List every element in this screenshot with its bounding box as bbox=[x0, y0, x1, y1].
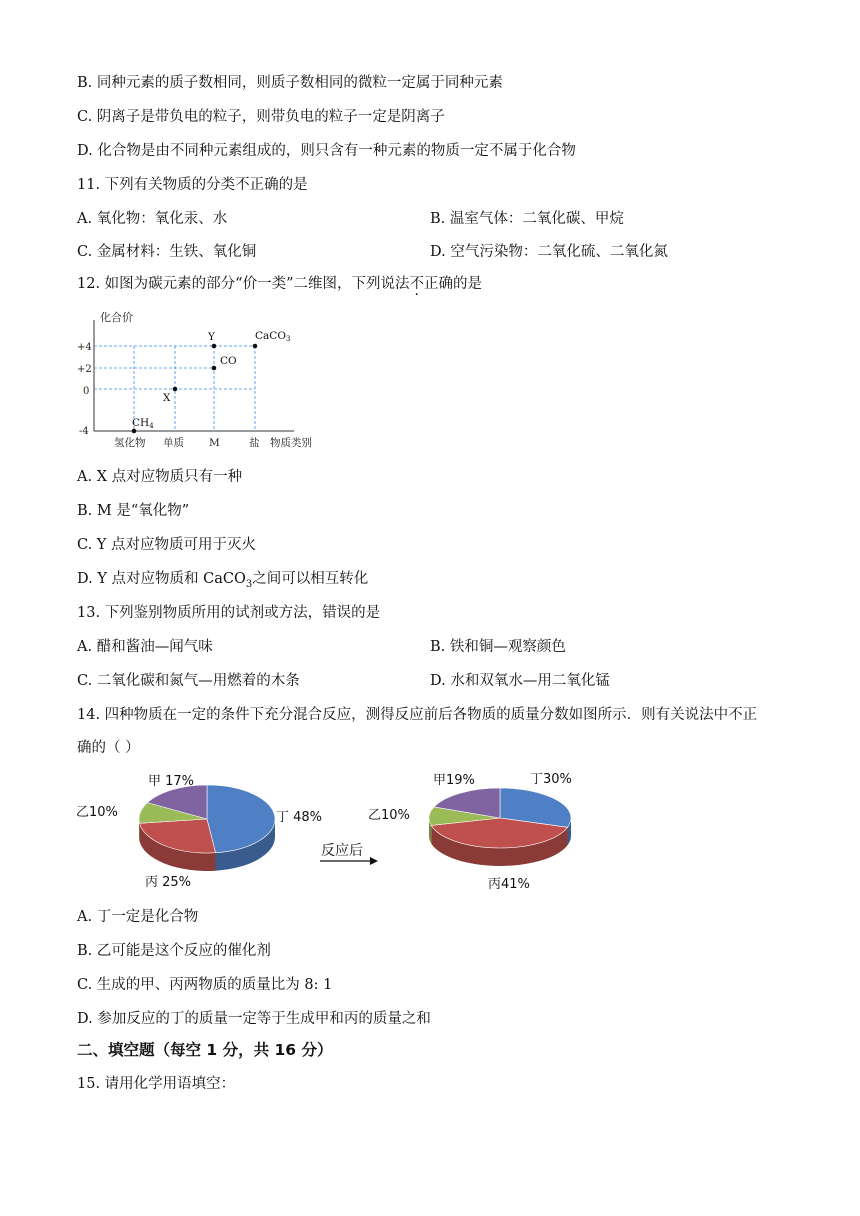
q12-option-c: C. Y 点对应物质可用于灭火 bbox=[77, 537, 256, 553]
point-label-co: CO bbox=[220, 355, 237, 367]
pie-charts-figure bbox=[70, 762, 610, 900]
y-axis-label: 化合价 bbox=[100, 311, 133, 324]
pie-chart-before bbox=[139, 785, 275, 871]
pie2-label-jia: 甲19% bbox=[433, 773, 475, 788]
pie1-label-yi: 乙10% bbox=[76, 805, 118, 820]
pie2-label-ding: 丁30% bbox=[530, 772, 572, 787]
q12-option-b: B. M 是“氧化物” bbox=[77, 503, 190, 519]
point-label-ch: CH4 bbox=[132, 417, 154, 430]
q14-stem-line2: 确的（ ） bbox=[77, 740, 140, 756]
arrow-head-icon bbox=[370, 857, 378, 865]
q14-option-d: D. 参加反应的丁的质量一定等于生成甲和丙的质量之和 bbox=[77, 1011, 431, 1027]
q12-option-d-part2: 之间可以相互转化 bbox=[252, 571, 369, 587]
q14-option-a: A. 丁一定是化合物 bbox=[77, 909, 199, 925]
q10-option-b: B. 同种元素的质子数相同，则质子数相同的微粒一定属于同种元素 bbox=[77, 75, 503, 91]
point-label-caco: CaCO3 bbox=[255, 330, 291, 343]
q13-stem: 13. 下列鉴别物质所用的试剂或方法，错误的是 bbox=[77, 605, 381, 621]
q12-option-d-subscript: 3 bbox=[245, 578, 253, 590]
q14-stem-line1: 14. 四种物质在一定的条件下充分混合反应，测得反应前后各物质的质量分数如图所示．则有关说法中不正 bbox=[77, 707, 758, 723]
valence-class-chart bbox=[74, 306, 334, 452]
q12-stem-part2: 正确的是 bbox=[424, 276, 482, 292]
q11-stem: 11. 下列有关物质的分类不正确的是 bbox=[77, 177, 308, 193]
pie2-label-bing: 丙41% bbox=[488, 877, 530, 892]
q14-option-c: C. 生成的甲、丙两物质的质量比为 8: 1 bbox=[77, 977, 333, 993]
q14-option-b: B. 乙可能是这个反应的催化剂 bbox=[77, 943, 271, 959]
section-heading: 二、填空题（每空 1 分，共 16 分） bbox=[77, 1041, 333, 1059]
point-y bbox=[212, 344, 217, 349]
q10-option-c: C. 阴离子是带负电的粒子，则带负电的粒子一定是阴离子 bbox=[77, 109, 445, 125]
pie1-label-bing: 丙 25% bbox=[145, 875, 192, 890]
q11-option-b: B. 温室气体：二氧化碳、甲烷 bbox=[430, 211, 624, 227]
q12-option-a: A. X 点对应物质只有一种 bbox=[77, 469, 243, 485]
y-tick-0: 0 bbox=[83, 386, 90, 397]
point-co bbox=[212, 366, 217, 371]
x-axis-label: 物质类别 bbox=[270, 437, 312, 449]
q13-option-a: A. 醋和酱油—闻气味 bbox=[77, 639, 213, 655]
x-tick-m: M bbox=[209, 437, 220, 449]
pie1-label-ding: 丁 48% bbox=[276, 810, 323, 825]
q11-option-d: D. 空气污染物：二氧化硫、二氧化氮 bbox=[430, 244, 668, 260]
q12-option-d-part1: D. Y 点对应物质和 CaCO bbox=[77, 571, 246, 587]
q13-option-b: B. 铁和铜—观察颜色 bbox=[430, 639, 566, 655]
q10-option-d: D. 化合物是由不同种元素组成的，则只含有一种元素的物质一定不属于化合物 bbox=[77, 143, 576, 159]
q13-option-d: D. 水和双氧水—用二氧化锰 bbox=[430, 673, 610, 689]
q12-stem bbox=[77, 274, 482, 294]
point-x bbox=[173, 387, 178, 392]
x-tick-hydride: 氢化物 bbox=[114, 437, 146, 449]
x-tick-element: 单质 bbox=[163, 437, 184, 449]
q12-stem-part1: 12. 如图为碳元素的部分“价一类”二维图，下列说法 bbox=[77, 276, 410, 292]
q13-option-c: C. 二氧化碳和氮气—用燃着的木条 bbox=[77, 673, 300, 689]
point-caco bbox=[253, 344, 258, 349]
point-label-x: X bbox=[163, 392, 171, 404]
x-tick-salt: 盐 bbox=[249, 437, 260, 449]
y-tick-plus4: +4 bbox=[77, 342, 92, 353]
q11-option-a: A. 氧化物：氧化汞、水 bbox=[77, 211, 228, 227]
y-tick-plus2: +2 bbox=[77, 364, 92, 375]
q12-stem-emphasis: 不 bbox=[409, 276, 424, 292]
arrow-label: 反应后 bbox=[321, 843, 363, 859]
pie-chart-after bbox=[429, 788, 571, 866]
q12-option-d bbox=[77, 569, 368, 595]
point-label-y: Y bbox=[208, 331, 215, 343]
q15-stem: 15. 请用化学用语填空： bbox=[77, 1076, 236, 1092]
pie2-label-yi: 乙10% bbox=[368, 808, 410, 823]
y-tick-minus4: -4 bbox=[79, 426, 89, 437]
q11-option-c: C. 金属材料：生铁、氧化铜 bbox=[77, 244, 257, 260]
pie1-label-jia: 甲 17% bbox=[148, 774, 195, 789]
point-ch bbox=[132, 429, 137, 434]
